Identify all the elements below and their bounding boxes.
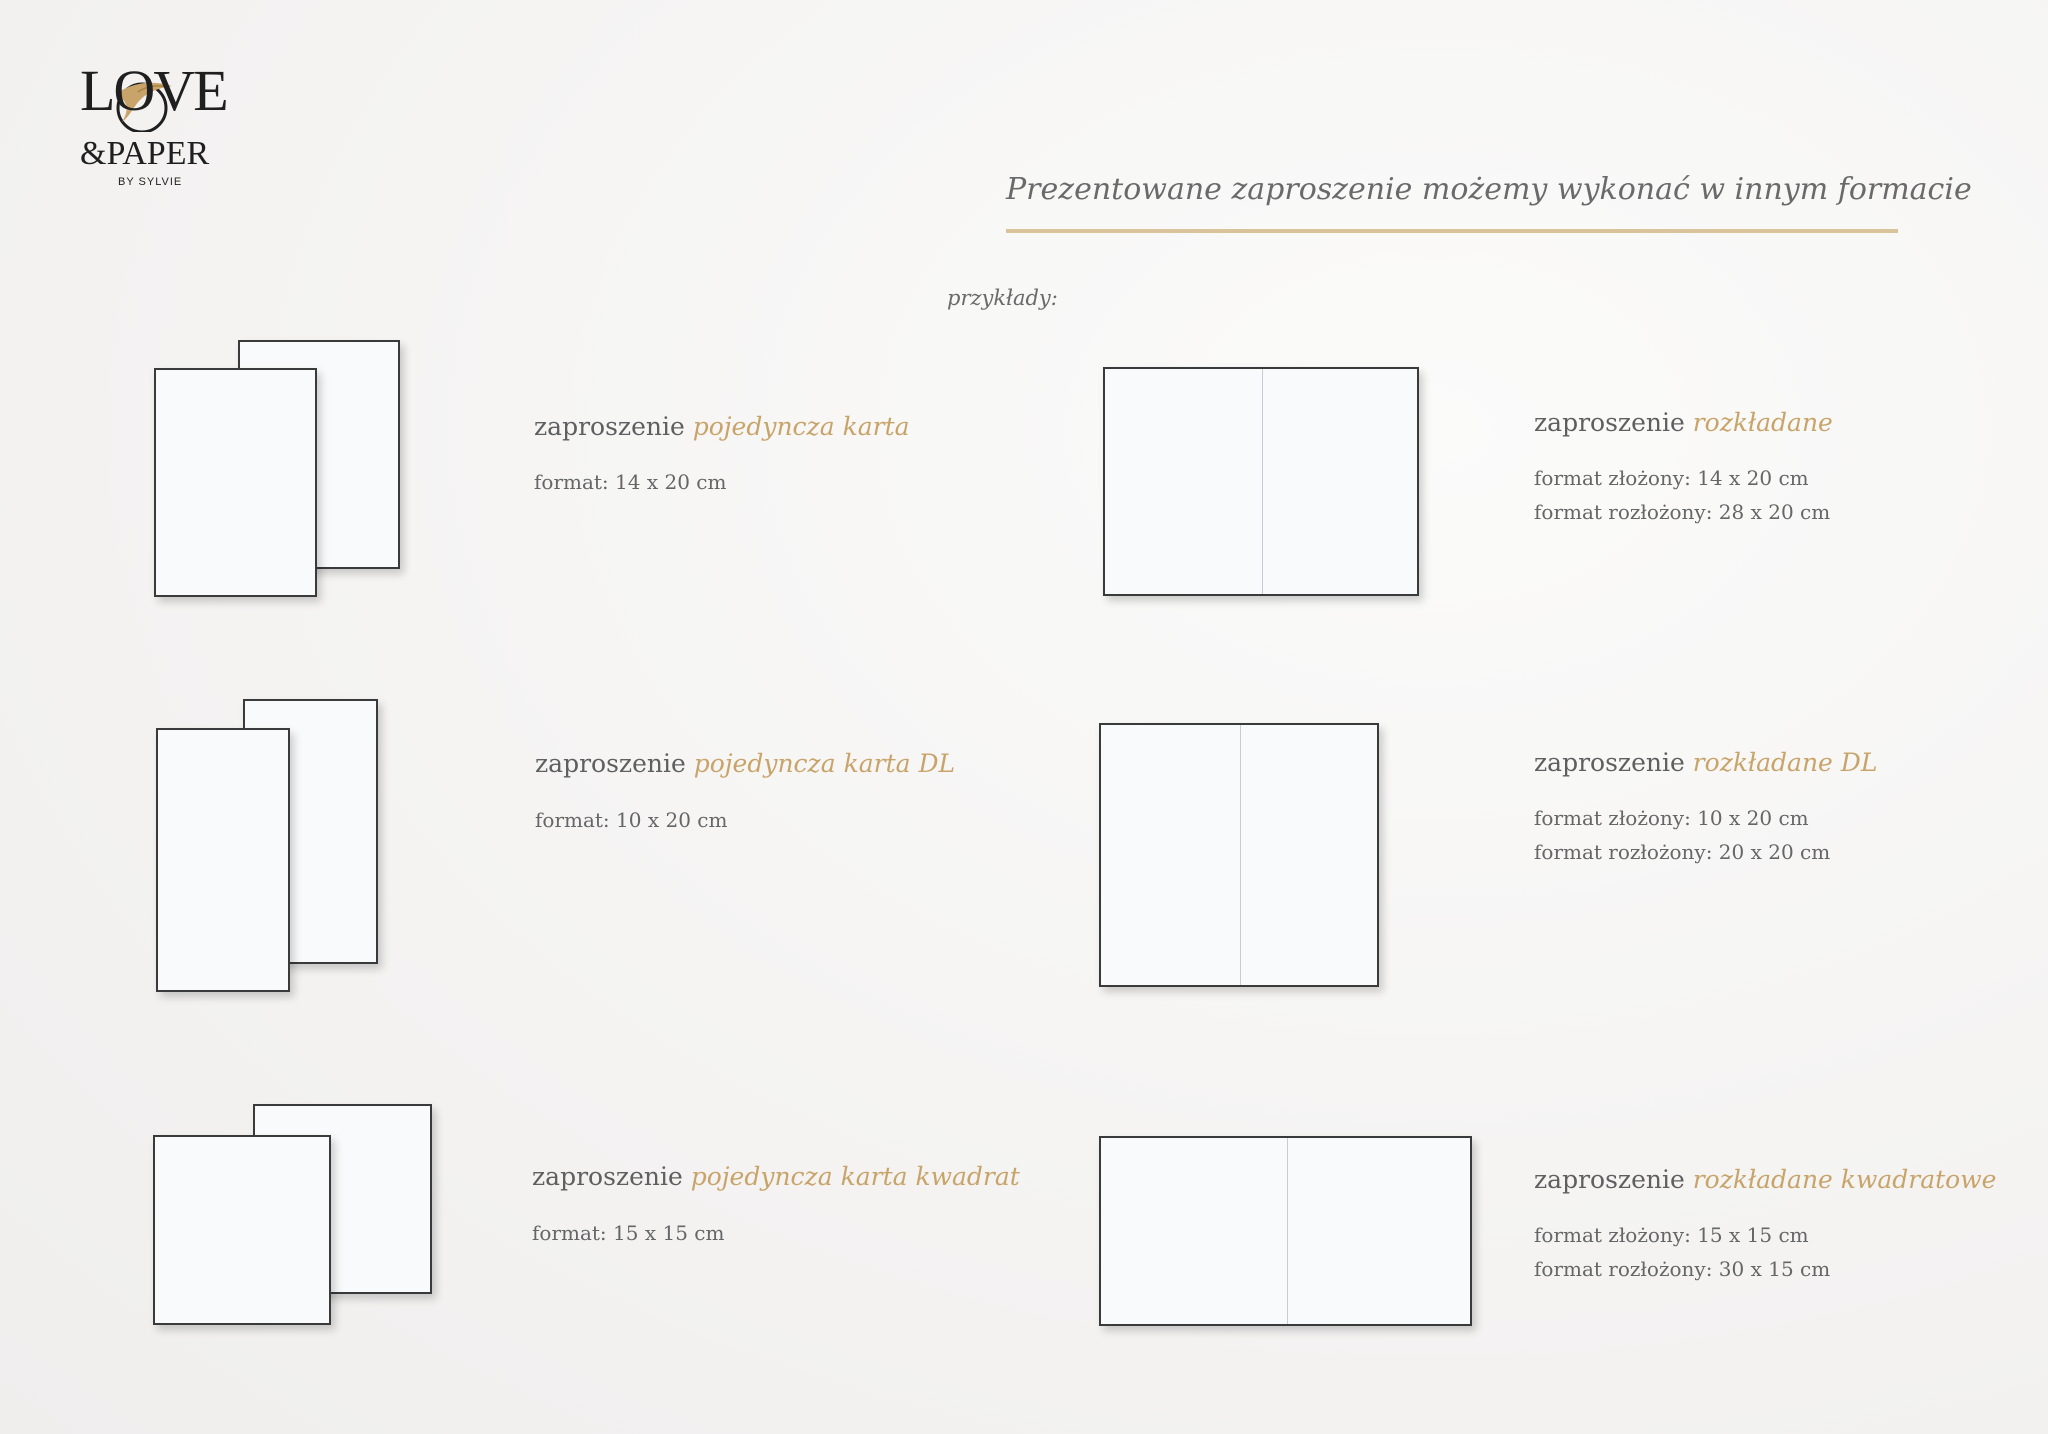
item-title-prefix: zaproszenie [535, 749, 694, 778]
logo-paper: &PAPER [80, 135, 210, 172]
card-front [154, 368, 317, 597]
item-title-accent: rozkładane DL [1692, 748, 1878, 777]
item-title-accent: rozkładane [1692, 408, 1833, 437]
card-front [153, 1135, 331, 1325]
page-headline: Prezentowane zaproszenie możemy wykonać w innym formacie [1006, 172, 1972, 207]
fold-line [1240, 725, 1241, 985]
item-title-accent: rozkładane kwadratowe [1692, 1165, 1997, 1194]
item-format-unfolded: format rozłożony: 28 x 20 cm [1534, 500, 1831, 524]
fold-line [1287, 1138, 1288, 1324]
item-title [532, 1162, 1020, 1191]
item-format: format: 15 x 15 cm [532, 1221, 725, 1245]
item-title [1534, 1165, 1996, 1194]
headline-underline [1006, 229, 1898, 233]
item-format: format: 14 x 20 cm [534, 470, 727, 494]
item-title-accent: pojedyncza karta [692, 412, 910, 441]
item-title [1534, 748, 1877, 777]
logo-by-sylvie: BY SYLVIE [118, 176, 183, 188]
item-title-prefix: zaproszenie [534, 412, 693, 441]
item-title-prefix: zaproszenie [532, 1162, 691, 1191]
item-title-accent: pojedyncza karta DL [693, 749, 956, 778]
format-illustration-folded-square [1099, 1136, 1472, 1326]
item-title [1534, 408, 1833, 437]
item-format-folded: format złożony: 14 x 20 cm [1534, 466, 1809, 490]
fold-line [1262, 369, 1263, 594]
format-illustration-folded-dl [1099, 723, 1379, 987]
card-front [156, 728, 290, 992]
item-title-prefix: zaproszenie [1534, 748, 1693, 777]
item-title-prefix: zaproszenie [1534, 408, 1693, 437]
examples-label: przykłady: [947, 286, 1058, 310]
item-format: format: 10 x 20 cm [535, 808, 728, 832]
item-title-prefix: zaproszenie [1534, 1165, 1693, 1194]
item-format-unfolded: format rozłożony: 20 x 20 cm [1534, 840, 1831, 864]
item-format-unfolded: format rozłożony: 30 x 15 cm [1534, 1257, 1831, 1281]
item-title [534, 412, 910, 441]
item-title-accent: pojedyncza karta kwadrat [690, 1162, 1020, 1191]
brand-logo [80, 58, 230, 190]
logo-love: LOVE [80, 58, 227, 123]
item-format-folded: format złożony: 10 x 20 cm [1534, 806, 1809, 830]
item-title [535, 749, 955, 778]
format-illustration-folded [1103, 367, 1419, 596]
item-format-folded: format złożony: 15 x 15 cm [1534, 1223, 1809, 1247]
